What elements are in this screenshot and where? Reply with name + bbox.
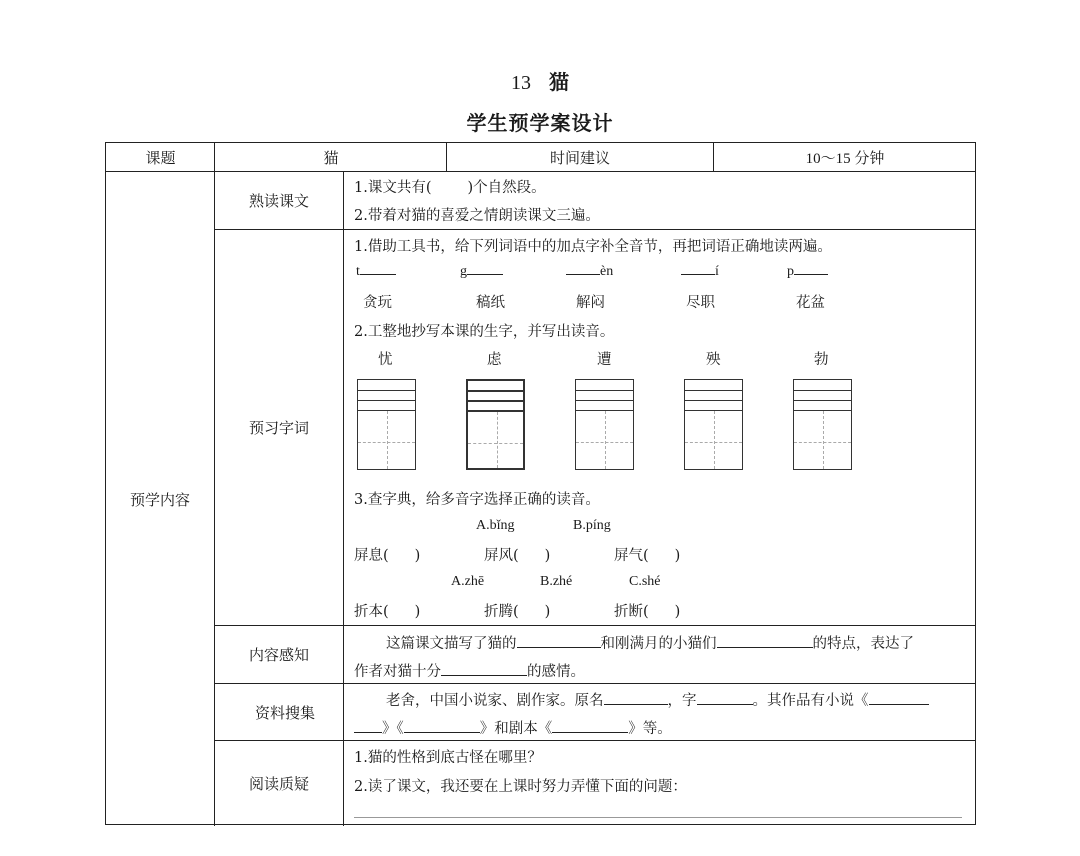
divider [446,143,447,171]
lesson-title [0,66,1080,95]
read-q1-end: )个自然段。 [467,180,546,196]
pinyin-blank-1[interactable]: t [356,264,396,280]
divider [713,143,714,171]
pinyin-blank-3[interactable]: èn [566,264,613,280]
option-ping: B.píng [573,518,611,533]
option-zhe2: B.zhé [540,574,573,589]
option-bing: A.bǐng [476,518,515,533]
materials-line-2: 》《 》和剧本《 》等。 [354,717,672,738]
answer-blank[interactable] [604,704,668,705]
word-item: 花盆 [796,295,825,311]
polyphone-item[interactable]: 折腾( ) [484,604,551,620]
lesson-name: 猫 [549,70,569,94]
option-zhe1: A.zhē [451,574,485,589]
preview-table [105,142,976,825]
pinyin-blank-2[interactable]: g [460,264,503,280]
char-label: 忧 [378,352,393,368]
writing-grid[interactable] [357,379,416,470]
answer-blank[interactable] [404,732,480,733]
section-label-read: 熟读课文 [248,192,309,210]
questions-item-2: 2.读了课文，我还要在上课时努力弄懂下面的问题： [354,779,687,795]
polyphone-item[interactable]: 屏气( ) [614,548,681,564]
answer-blank[interactable] [354,732,382,733]
answer-line[interactable] [354,817,962,818]
writing-grid[interactable] [684,379,743,470]
words-question-2: 2.工整地抄写本课的生字，并写出读音。 [354,324,615,340]
section-label-words: 预习字词 [248,419,309,437]
materials-line-1: 老舍，中国小说家、剧作家。原名 ，字 。其作品有小说《 [386,689,929,710]
pinyin-blank-4[interactable]: í [681,264,719,280]
lesson-number: 13 [511,72,531,94]
content-line-1: 这篇课文描写了猫的 和刚满月的小猫们 的特点，表达了 [386,636,914,652]
char-label: 殃 [706,352,721,368]
polyphone-item[interactable]: 折本( ) [354,604,421,620]
section-label-materials: 资料搜集 [254,703,315,722]
section-label-content: 内容感知 [248,646,309,664]
word-item: 尽职 [686,295,715,311]
option-she: C.shé [629,574,661,589]
pinyin-blank-5[interactable]: p [787,264,828,280]
answer-blank[interactable] [717,647,813,648]
word-item: 解闷 [576,295,605,311]
read-question-1 [354,176,546,197]
preview-content-label: 预学内容 [129,490,190,509]
answer-blank[interactable] [517,647,601,648]
section-label-questions: 阅读质疑 [248,775,309,793]
word-item: 稿纸 [476,295,505,311]
content-line-2: 作者对猫十分 的感情。 [354,664,585,680]
polyphone-item[interactable]: 折断( ) [614,604,681,620]
answer-blank[interactable] [552,732,628,733]
writing-grid[interactable] [575,379,634,470]
writing-grid[interactable] [466,379,525,470]
writing-grid[interactable] [793,379,852,470]
read-q1-start: 1.课文共有( [354,180,432,196]
read-question-2: 2.带着对猫的喜爱之情朗读课文三遍。 [354,208,600,224]
word-item: 贪玩 [363,295,392,311]
char-label: 虑 [487,352,502,368]
answer-blank[interactable] [441,675,527,676]
char-label: 勃 [814,352,829,368]
topic-label: 课题 [145,148,176,167]
polyphone-item[interactable]: 屏风( ) [484,548,551,564]
time-value: 10～15 分钟 [805,150,885,167]
questions-item-1: 1.猫的性格到底古怪在哪里？ [354,750,542,766]
topic-value: 猫 [323,148,339,167]
answer-blank[interactable] [697,704,753,705]
page-subtitle: 学生预学案设计 [466,111,614,135]
answer-blank[interactable] [869,704,929,705]
words-question-3: 3.查字典，给多音字选择正确的读音。 [354,492,600,508]
polyphone-item[interactable]: 屏息( ) [354,548,421,564]
time-label: 时间建议 [549,148,610,167]
char-label: 遭 [597,352,612,368]
words-question-1: 1.借助工具书，给下列词语中的加点字补全音节，再把词语正确地读两遍。 [354,239,832,255]
